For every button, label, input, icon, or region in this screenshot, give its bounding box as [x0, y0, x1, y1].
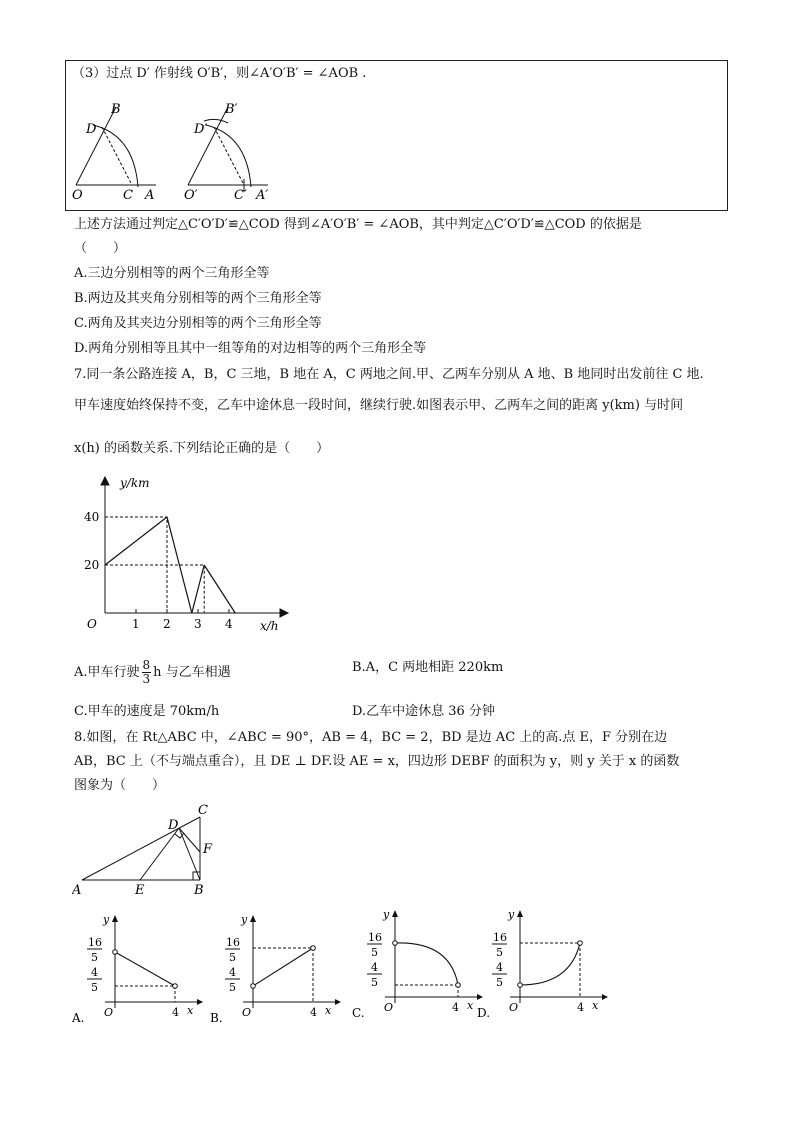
- x-axis-label: x: [325, 1004, 332, 1017]
- y-axis-arrow: [250, 915, 256, 922]
- y-low-denominator: 5: [91, 981, 98, 994]
- x-axis-arrow: [197, 999, 203, 1005]
- q7-line3: x(h) 的函数关系.下列结论正确的是（ ）: [74, 441, 330, 456]
- q6-stem-line1: 上述方法通过判定△C′O′D′≌△COD 得到∠A′O′B′ = ∠AOB，其中判定△C′O′D′≌△COD 的依据是: [74, 217, 642, 232]
- q8-line1: 8.如图，在 Rt△ABC 中，∠ABC = 90°，AB = 4，BC = 2，BD 是边 AC 上的高.点 E，F 分别在边: [74, 730, 668, 745]
- side-ac: [82, 817, 200, 880]
- q7-option-b: B.A，C 两地相距 220km: [352, 660, 504, 675]
- segment-df: [179, 828, 200, 852]
- q7-option-a-prefix: A.甲车行驶: [74, 665, 140, 680]
- segment-de: [140, 828, 179, 880]
- y-axis-arrow: [392, 910, 398, 917]
- label-a: A: [72, 883, 82, 898]
- origin-label: O: [509, 1001, 519, 1014]
- q6-option-d: D.两角分别相等且其中一组等角的对边相等的两个三角形全等: [74, 341, 427, 356]
- choice-label: A.: [72, 1011, 85, 1025]
- label-o1: O′: [184, 188, 198, 203]
- q7-option-a: [74, 659, 231, 686]
- x-axis-arrow: [335, 999, 341, 1005]
- q6-construction-figures: [66, 95, 406, 205]
- open-endpoint-start: [251, 984, 256, 989]
- y-top-denominator: 5: [371, 946, 378, 959]
- q8-graph-d[interactable]: [475, 905, 620, 1020]
- y-tick-label-20: 20: [84, 558, 100, 572]
- origin-label: O: [87, 617, 97, 631]
- y-axis-arrow: [112, 915, 118, 922]
- q6-option-c: C.两角及其夹边分别相等的两个三角形全等: [74, 316, 322, 331]
- y-top-numerator: 16: [88, 936, 102, 949]
- choice-label: B.: [210, 1011, 223, 1025]
- arc-cd: [93, 125, 138, 187]
- arc-d1-mark: [204, 119, 228, 123]
- series-segment-2: [192, 565, 204, 613]
- label-a: A: [145, 188, 155, 203]
- q6-stem-line2: （ ）: [74, 241, 127, 256]
- label-d: D: [86, 122, 97, 137]
- q6-step3-text: （3）过点 D′ 作射线 O′B′，则∠A′O′B′ = ∠AOB .: [72, 66, 367, 81]
- ray-ob: [76, 107, 116, 185]
- label-e: E: [135, 883, 145, 898]
- y-low-numerator: 4: [496, 961, 503, 974]
- open-endpoint-end: [456, 983, 461, 988]
- y-low-denominator: 5: [371, 976, 378, 989]
- y-tick-label-40: 40: [84, 510, 100, 524]
- choice-label: D.: [477, 1006, 491, 1020]
- label-o: O: [72, 188, 83, 203]
- y-top-numerator: 16: [226, 936, 240, 949]
- q7-line2: 甲车速度始终保持不变，乙车中途休息一段时间，继续行驶.如图表示甲、乙两车之间的距离 y(km) 与时间: [74, 398, 684, 413]
- function-curve: [253, 948, 313, 986]
- function-curve: [115, 952, 175, 986]
- label-a1: A′: [256, 188, 269, 203]
- y-axis-arrow: [101, 477, 109, 485]
- label-b: B: [111, 102, 121, 117]
- y-low-numerator: 4: [371, 961, 378, 974]
- label-b1: B′: [225, 102, 238, 117]
- fraction-denominator: 3: [142, 672, 151, 686]
- x-tick-label-3: 3: [194, 617, 202, 631]
- fraction-numerator: 8: [142, 658, 151, 672]
- x-tick-label: 4: [452, 1001, 459, 1014]
- dashed-cd: [102, 127, 132, 185]
- function-curve: [395, 943, 458, 985]
- q7-distance-time-chart: [70, 470, 290, 635]
- q6-figure-left: [76, 107, 156, 187]
- series-segment-0: [105, 517, 167, 565]
- q6-option-a: A.三边分别相等的两个三角形全等: [74, 266, 270, 281]
- x-tick-label: 4: [172, 1006, 179, 1019]
- label-c1: C′: [234, 188, 247, 203]
- x-axis-arrow: [280, 609, 288, 617]
- origin-label: O: [104, 1006, 114, 1019]
- y-low-numerator: 4: [91, 966, 98, 979]
- x-tick-label-2: 2: [163, 617, 171, 631]
- label-c: C: [123, 188, 133, 203]
- y-top-denominator: 5: [229, 951, 236, 964]
- x-axis-label: x: [467, 999, 474, 1012]
- q8-graph-c[interactable]: [350, 905, 495, 1020]
- ray-o1b1: [188, 107, 228, 185]
- q6-option-b: B.两边及其夹角分别相等的两个三角形全等: [74, 291, 322, 306]
- label-b: B: [194, 883, 204, 898]
- function-curve: [520, 943, 580, 985]
- q8-graph-b[interactable]: [208, 910, 353, 1025]
- label-c: C: [198, 803, 208, 818]
- x-axis-label: x: [187, 1004, 194, 1017]
- q8-graph-a[interactable]: [70, 910, 215, 1025]
- right-angle-b: [193, 872, 200, 880]
- q7-option-d: D.乙车中途休息 36 分钟: [352, 704, 495, 719]
- open-endpoint-end: [578, 941, 583, 946]
- guide-line-1: [105, 565, 204, 613]
- choice-label: C.: [352, 1006, 365, 1020]
- y-top-denominator: 5: [496, 946, 503, 959]
- origin-label: O: [384, 1001, 394, 1014]
- open-endpoint-start: [393, 941, 398, 946]
- label-d: D: [168, 818, 179, 833]
- q6-figure-right: [188, 107, 268, 191]
- y-top-numerator: 16: [368, 931, 382, 944]
- y-top-numerator: 16: [493, 931, 507, 944]
- x-tick-label: 4: [577, 1001, 584, 1014]
- label-d1: D′: [194, 122, 208, 137]
- series-segment-3: [204, 565, 235, 613]
- q8-line2: AB，BC 上（不与端点重合），且 DE ⊥ DF.设 AE = x，四边形 DEBF 的面积为 y，则 y 关于 x 的函数: [74, 754, 680, 769]
- q7-line1: 7.同一条公路连接 A，B，C 三地，B 地在 A，C 两地之间.甲、乙两车分别从 A 地、B 地同时出发前往 C 地.: [74, 367, 704, 382]
- x-axis-label: x/h: [260, 619, 279, 633]
- y-axis-arrow: [517, 910, 523, 917]
- x-axis-arrow: [602, 994, 608, 1000]
- open-endpoint-start: [113, 950, 118, 955]
- y-axis-label: y: [241, 913, 248, 926]
- x-tick-label: 4: [310, 1006, 317, 1019]
- x-axis-label: x: [592, 999, 599, 1012]
- y-axis-label: y/km: [120, 476, 150, 490]
- open-endpoint-end: [173, 984, 178, 989]
- fraction-8-3: [142, 659, 152, 686]
- x-tick-label-1: 1: [132, 617, 140, 631]
- q8-triangle-figure: [72, 800, 232, 900]
- open-endpoint-end: [311, 946, 316, 951]
- y-low-denominator: 5: [496, 976, 503, 989]
- y-axis-label: y: [383, 908, 390, 921]
- label-f: F: [203, 842, 213, 857]
- q8-line3: 图象为（ ）: [74, 778, 166, 793]
- y-low-numerator: 4: [229, 966, 236, 979]
- y-low-denominator: 5: [229, 981, 236, 994]
- q7-option-a-suffix: h 与乙车相遇: [153, 665, 231, 680]
- open-endpoint-start: [518, 983, 523, 988]
- origin-label: O: [242, 1006, 252, 1019]
- q7-option-c: C.甲车的速度是 70km/h: [74, 704, 220, 719]
- y-axis-label: y: [508, 908, 515, 921]
- y-top-denominator: 5: [91, 951, 98, 964]
- y-axis-label: y: [103, 913, 110, 926]
- x-tick-label-4: 4: [225, 617, 233, 631]
